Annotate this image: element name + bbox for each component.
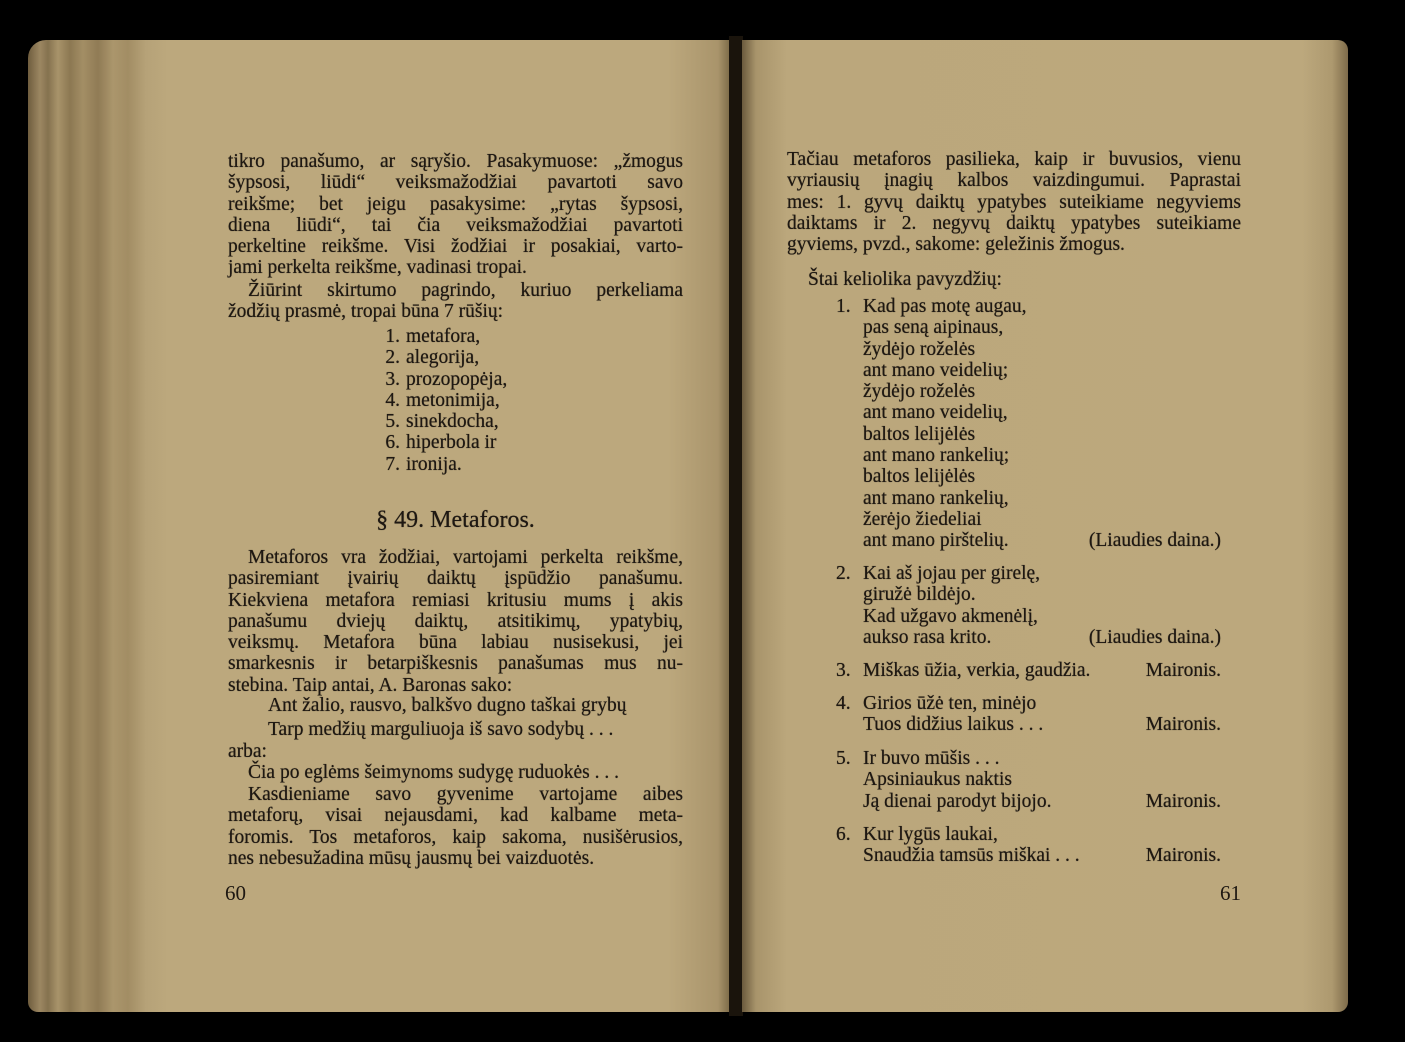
list-number: 1. — [385, 326, 400, 347]
text-line: Kasdieniame savo gyvenime vartojame aibes — [248, 784, 683, 805]
example-text: Kad pas motę augau, — [863, 296, 1027, 317]
example-line — [836, 339, 1221, 360]
text-line: mes: 1. gyvų daiktų ypatybes suteikiame negyviems — [787, 191, 1241, 213]
list-number: 6. — [385, 432, 400, 454]
example-line — [836, 296, 1221, 317]
list-text: metafora, — [406, 326, 481, 347]
example-line — [836, 466, 1221, 487]
paragraph — [228, 151, 683, 279]
text-line: panašumu dviejų daiktų, atsitikimų, ypatybių, — [228, 610, 683, 632]
example-number: 2. — [836, 563, 851, 584]
example-attribution: Maironis. — [1145, 714, 1221, 736]
text-line: pasiremiant įvairių daiktų įspūdžio panašumu. — [228, 568, 683, 590]
text-line: stebina. Taip antai, A. Baronas sako: — [228, 674, 513, 696]
example-attribution: Maironis. — [1145, 660, 1221, 681]
tropes-list — [360, 326, 560, 475]
text-line: Tarp medžių marguliuoja iš savo sodybų . . . — [268, 719, 614, 740]
example-line — [836, 509, 1221, 530]
example-line — [836, 530, 1221, 551]
spacer — [836, 606, 863, 627]
spacer — [836, 466, 863, 487]
list-number: 3. — [385, 368, 400, 390]
example-text: ant mano rankelių; — [863, 445, 1010, 467]
example-text: Kur lygūs laukai, — [863, 824, 998, 845]
spacer — [836, 714, 863, 735]
spacer — [836, 769, 863, 790]
book-spine — [729, 36, 743, 1016]
text-arba: arba: — [228, 741, 267, 762]
example-text: Tuos didžius laikus . . . — [863, 714, 1044, 736]
example-text: Apsiniaukus naktis — [863, 769, 1012, 791]
paragraph — [228, 547, 683, 696]
page-number: 61 — [1220, 881, 1241, 905]
text-line: šypsosi, liūdi“ veiksmažodžiai pavartoti savo — [228, 172, 683, 194]
example-line — [836, 584, 1221, 605]
spacer — [836, 530, 863, 551]
list-item — [360, 454, 560, 475]
text-line: diena liūdi“, tai čia veiksmažodžiai pavartoti — [228, 214, 683, 236]
spacer — [836, 509, 863, 530]
text-line: nes nebesužadina mūsų jausmų bei vaizduotės. — [228, 847, 595, 869]
text-line: Metaforos vra žodžiai, vartojami perkelta reikšme, — [248, 547, 683, 568]
example-number: 5. — [836, 748, 851, 769]
example-text: Miškas ūžia, verkia, gaudžia. — [863, 660, 1091, 681]
paragraph — [228, 784, 683, 869]
quotation: Čia po eglėms šeimynoms sudygę ruduokės . . . — [248, 762, 620, 783]
spacer — [836, 402, 863, 423]
text-line: tikro panašumo, ar sąryšio. Pasakymuose: „žmogus — [228, 151, 683, 172]
quotation — [268, 694, 683, 742]
example-text: Ir buvo mūšis . . . — [863, 748, 1000, 769]
text-line: Ant žalio, rausvo, balkšvo dugno taškai grybų — [268, 695, 627, 716]
paragraph — [787, 149, 1241, 255]
example — [836, 824, 1221, 867]
spacer — [836, 627, 863, 648]
example-text: ant mano pirštelių. — [863, 530, 1009, 552]
example-line — [836, 791, 1221, 812]
section-heading: § 49. Metaforos. — [376, 507, 535, 533]
example-line — [836, 824, 1221, 845]
text-line: Kiekviena metafora remiasi kritusiu mums į akis — [228, 589, 683, 611]
spacer — [836, 360, 863, 381]
text-line: smarkesnis ir betarpiškesnis panašumas mus nu- — [228, 653, 683, 675]
example — [836, 563, 1221, 648]
example-attribution: (Liaudies daina.) — [1088, 626, 1221, 648]
example-line — [836, 748, 1221, 769]
example-text: ant mano veidelių, — [863, 402, 1008, 424]
example-number: 3. — [836, 660, 851, 681]
example-line — [836, 660, 1221, 681]
example-text: pas seną aipinaus, — [863, 317, 1004, 339]
example-text: Snaudžia tamsūs miškai . . . — [863, 845, 1080, 867]
example-text: baltos lelijėlės — [863, 466, 976, 488]
list-text: prozopopėja, — [406, 368, 508, 390]
list-item — [360, 326, 560, 347]
example-text: žydėjo roželės — [863, 338, 976, 360]
example-text: Girios ūžė ten, minėjo — [863, 693, 1037, 714]
list-item — [360, 390, 560, 411]
example-line — [836, 360, 1221, 381]
example-number: 4. — [836, 693, 851, 714]
page-number: 60 — [225, 881, 246, 905]
example-text: Ją dienai parodyt bijojo. — [863, 790, 1052, 812]
text-line: daiktams ir 2. negyvų daiktų ypatybes suteikiame — [787, 212, 1241, 234]
example-line — [836, 627, 1221, 648]
example-line — [836, 488, 1221, 509]
list-number: 2. — [385, 347, 400, 369]
example-text: Kad užgavo akmenėlį, — [863, 605, 1038, 627]
spacer — [836, 791, 863, 812]
list-number: 5. — [385, 411, 400, 433]
text-line: perkeltine reikšme. Visi žodžiai ir posakiai, varto- — [228, 236, 683, 258]
example-line — [836, 714, 1221, 735]
example-line — [836, 606, 1221, 627]
text-line: Tačiau metaforos pasilieka, kaip ir buvusios, vienu — [787, 149, 1241, 170]
example — [836, 693, 1221, 736]
spacer — [836, 445, 863, 466]
example-text: giružė bildėjo. — [863, 584, 976, 606]
list-item — [360, 369, 560, 390]
list-number: 4. — [385, 389, 400, 411]
example-attribution: Maironis. — [1145, 790, 1221, 812]
list-text: metonimija, — [406, 389, 500, 411]
example-line — [836, 845, 1221, 866]
list-text: hiperbola ir — [406, 432, 497, 454]
text-line: veiksmų. Metafora būna labiau nusisekusi, jei — [228, 632, 683, 654]
example-line — [836, 693, 1221, 714]
example — [836, 660, 1221, 681]
example-text: žerėjo žiedeliai — [863, 508, 982, 530]
text-line: reikšme; bet jeigu pasakysime: „rytas šypsosi, — [228, 193, 683, 215]
text-line: Žiūrint skirtumo pagrindo, kuriuo perkeliama — [248, 280, 683, 301]
example-number: 6. — [836, 824, 851, 845]
example-attribution: Maironis. — [1145, 845, 1221, 867]
list-text: ironija. — [406, 453, 462, 475]
example-line — [836, 424, 1221, 445]
list-item — [360, 347, 560, 368]
text-line: gyviems, pvzd., sakome: geležinis žmogus. — [787, 234, 1125, 256]
list-item — [360, 411, 560, 432]
spacer — [836, 381, 863, 402]
example-text: ant mano veidelių; — [863, 359, 1009, 381]
example-attribution: (Liaudies daina.) — [1088, 530, 1221, 552]
spacer — [836, 584, 863, 605]
text-line: žodžių prasmė, tropai būna 7 rūšių: — [228, 301, 504, 323]
example-line — [836, 445, 1221, 466]
example-text: baltos lelijėlės — [863, 423, 976, 445]
spacer — [836, 317, 863, 338]
example-line — [836, 769, 1221, 790]
example-line — [836, 563, 1221, 584]
example-number: 1. — [836, 296, 851, 317]
examples-intro: Štai keliolika pavyzdžių: — [808, 269, 1002, 290]
example-text: aukso rasa krito. — [863, 626, 992, 648]
example-text: Kai aš jojau per girelę, — [863, 563, 1041, 584]
list-item — [360, 432, 560, 453]
spacer — [836, 845, 863, 866]
spacer — [836, 339, 863, 360]
spacer — [836, 424, 863, 445]
example-text: ant mano rankelių, — [863, 487, 1009, 509]
example-line — [836, 402, 1221, 423]
example — [836, 748, 1221, 812]
example-text: žydėjo roželės — [863, 381, 976, 403]
example — [836, 296, 1221, 552]
example-line — [836, 317, 1221, 338]
list-text: alegorija, — [406, 347, 480, 369]
text-line: foromis. Tos metaforos, kaip sakoma, nusišėrusios, — [228, 826, 683, 848]
text-line: vyriausių įnagių kalbos vaizdingumui. Paprastai — [787, 170, 1241, 192]
spacer — [836, 488, 863, 509]
list-number: 7. — [385, 453, 400, 475]
list-text: sinekdocha, — [406, 411, 499, 433]
paragraph — [228, 280, 683, 323]
example-line — [836, 381, 1221, 402]
text-line: jami perkelta reikšme, vadinasi tropai. — [228, 257, 527, 279]
text-line: metaforų, visai nejausdami, kad kalbame meta- — [228, 805, 683, 827]
